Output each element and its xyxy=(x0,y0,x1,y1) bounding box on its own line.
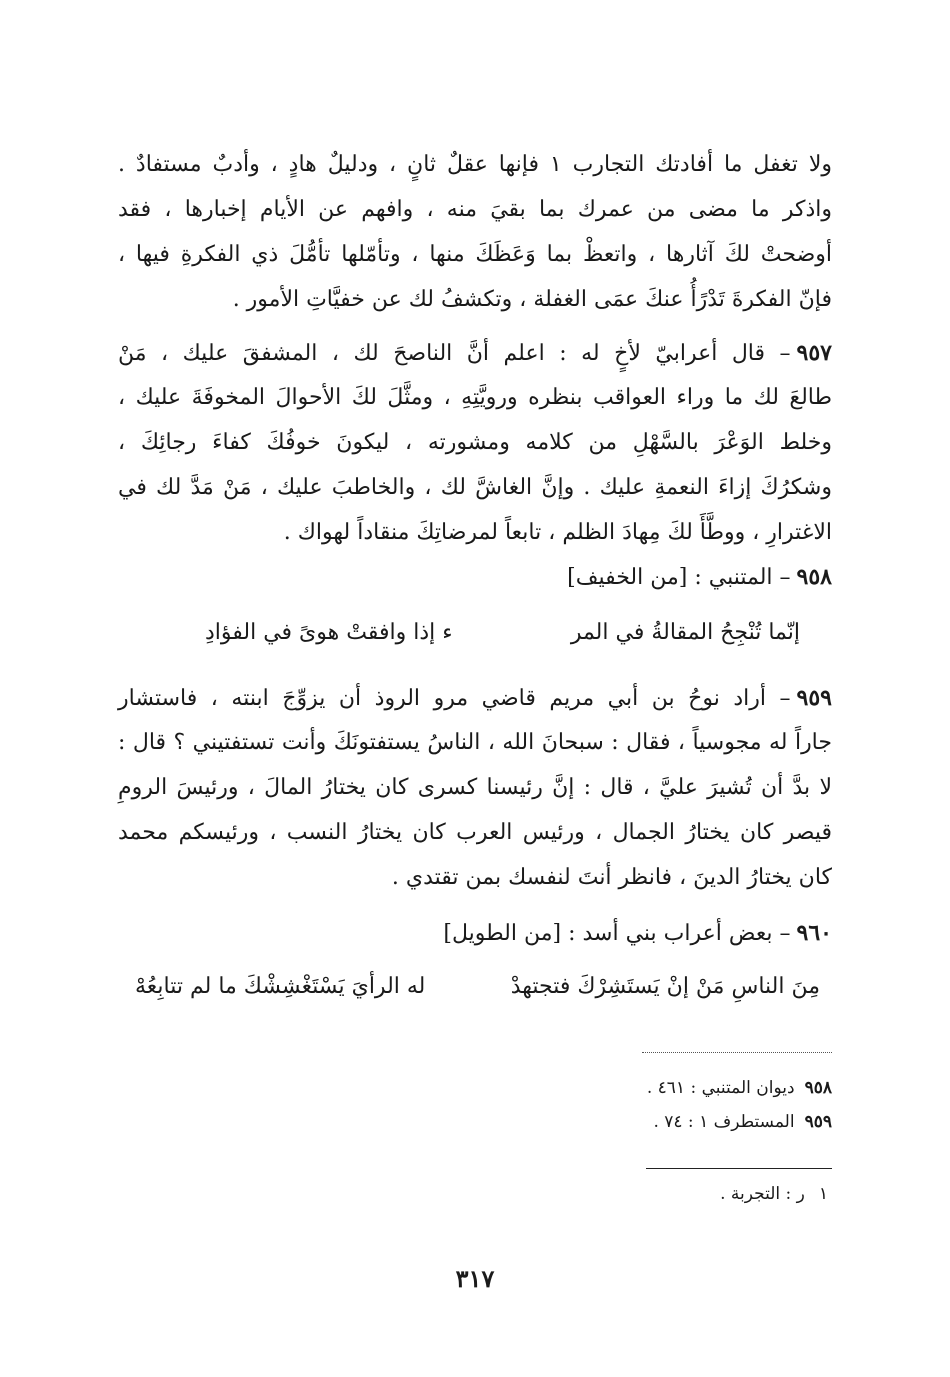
verse-hemistich-2: له الرأيَ يَسْتَغْشِشْكَ ما لم تتابِعُهْ xyxy=(135,974,426,999)
entry-number: ٩٥٨ xyxy=(796,564,832,590)
body-line: كان يختارُ الدينَ ، فانظر أنتَ لنفسك بمن تقتدي . xyxy=(391,865,832,890)
body-line: واذكر ما مضى من عمرك بما بقيَ منه ، وافهم عن الأيام إخبارها ، فقد xyxy=(118,197,832,222)
entry-959-line: ٩٥٩– أراد نوحُ بن أبي مريم قاضي مرو الروذ أن يزوِّجَ ابنته ، فاستشار xyxy=(118,685,832,711)
body-line: جاراً له مجوسياً ، فقال : سبحانَ الله ، الناسُ يستفتونَكَ وأنت تستفتيني ؟ قال : xyxy=(118,730,832,755)
body-line: وخلط الوَعْرَ بالسَّهْلِ من كلامه ومشورته ، ليكونَ خوفُكَ كفاءَ رجائِكَ ، xyxy=(118,430,832,455)
body-line: طالعَ لك ما وراء العواقب بنظره ورويَّتِهِ ، ومثَّلَ لكَ الأحوالَ المخوفَةَ عليك ، xyxy=(118,385,832,410)
verse-hemistich-2: ء إذا وافقتْ هوىً في الفؤادِ xyxy=(205,620,453,645)
verse-hemistich-1: إنّما تُنْجِحُ المقالةُ في المر xyxy=(570,620,800,645)
source-note: ٩٥٨ديوان المتنبي : ٤٦١ . xyxy=(646,1078,832,1098)
notes-divider xyxy=(642,1052,832,1053)
body-line: قيصر كان يختارُ الجمال ، ورئيس العرب كان يختارُ النسب ، ورئيسكم محمد xyxy=(118,820,832,845)
entry-number: ٩٥٧ xyxy=(796,340,832,366)
source-note: ٩٥٩المستطرف ١ : ٧٤ . xyxy=(653,1112,832,1132)
body-line: ولا تغفل ما أفادتك التجارب ١ فإنها عقلٌ ثانٍ ، ودليلٌ هادٍ ، وأدبٌ مستفادٌ . xyxy=(118,152,832,177)
entry-958-intro: ٩٥٨– المتنبي : [من الخفيف] xyxy=(567,564,832,590)
page-number: ٣١٧ xyxy=(455,1264,495,1293)
body-line: فإنّ الفكرةَ تَدْرًأُ عنكَ عمَى الغفلة ، وتكشفُ لك عن خفيَّاتِ الأمور . xyxy=(232,287,832,312)
body-line: أوضحتْ لكَ آثارها ، واتعظْ بما وَعَظَكَ منها ، وتأمّلها تأمُّلَ ذي الفكرةِ فيها ، xyxy=(118,242,832,267)
entry-957-line: ٩٥٧– قال أعرابيّ لأخٍ له : اعلم أنَّ الناصحَ لك ، المشفقَ عليك ، مَنْ xyxy=(118,340,832,366)
entry-960-intro: ٩٦٠– بعض أعراب بني أسد : [من الطويل] xyxy=(443,920,832,946)
body-line: الاغترارِ ، ووطَّأَ لكَ مِهادَ الظلم ، تابعاً لمرضاتِكَ منقاداً لهواك . xyxy=(283,520,832,545)
entry-number: ٩٥٩ xyxy=(796,685,832,711)
body-line: لا بدَّ أن تُشيرَ عليَّ ، قال : إنَّ رئيسنا كسرى كان يختارُ المالَ ، ورئيسَ الرومِ xyxy=(118,775,832,800)
footnote-rule xyxy=(646,1168,832,1169)
verse-hemistich-1: مِنَ الناسِ مَنْ إنْ يَستَشِرْكَ فتجتهدْ xyxy=(510,974,820,999)
footnote: ١ر : التجربة . xyxy=(720,1184,828,1204)
entry-number: ٩٦٠ xyxy=(796,920,832,946)
body-line: وشكرُكَ إزاءَ النعمةِ عليك . وإنَّ الغاشَّ لك ، والخاطبَ عليك ، مَنْ مَدَّ لك في xyxy=(118,475,832,500)
